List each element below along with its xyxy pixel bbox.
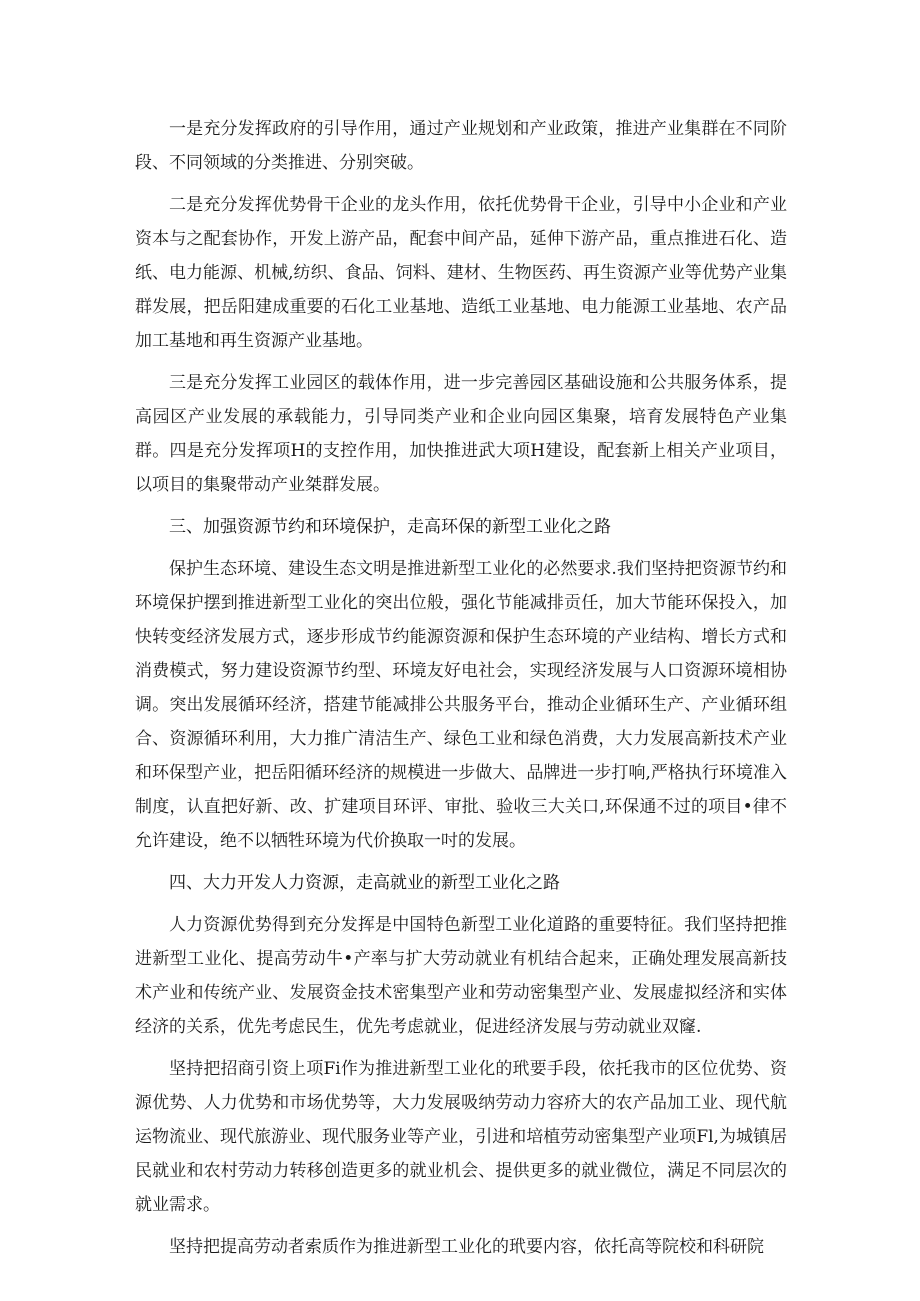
section-heading-3: 三、加强资源节约和环境保护，走高环保的新型工业化之路 (169, 517, 611, 537)
paragraph-worker-quality: 坚持把提高劳动者索质作为推进新型工业化的玳要内容，依托高等院校和科研院 (169, 1237, 764, 1257)
paragraph-industrial-parks: 三是充分发挥工业园区的载体作用，进一步完善园区基础设施和公共服务体系，提高园区产业发展的承载能力，引导同类产业和企业向园区集聚，培育发展特色产业集群。四是充分发挥项H的支控作用，加快推进武大项H建设，配套新上相关产业项目，以项目的集聚带动产业桀群发展。 (135, 373, 787, 495)
document-page (135, 112, 787, 1272)
section-heading-4: 四、大力开发人力资源，走高就业的新型工业化之路 (169, 873, 560, 893)
paragraph-government-guidance: 一是充分发挥政府的引导作用，通过产业规划和产业政策，推进产业集群在不同阶段、不同领域的分类推进、分别突破。 (135, 119, 787, 173)
paragraph-investment-attraction: 坚持把招商引资上项Fi作为推进新型工业化的玳要手段，依托我市的区位优势、资源优势、人力优势和市场优势等，大力发展吸纳劳动力容疥大的农产品加工业、现代航运物流业、现代旅游业、现代服务业等产业，引进和培植劳动密集型产业项Fl,为城镇居民就业和农村劳动力转移创造更多的就业机会、提供更多的就业微位，满足不同层次的就业需求。 (135, 1059, 787, 1215)
paragraph-human-resources: 人力资源优势得到充分发挥是中国特色新型工业化道路的重要特征。我们坚持把推进新型工业化、提高劳动牛•产率与扩大劳动就业有机结合起来，正确处理发展高新技术产业和传统产业、发展资金技术密集型产业和劳动密集型产业、发展虚拟经济和实体经济的关系，优先考虑民生，优先考虑就业，促进经济发展与劳动就业双窿. (135, 915, 787, 1037)
paragraph-environmental-protection: 保护生态环境、建设生态文明是推进新型工业化的必然要求.我们坚持把资源节约和环境保护摆到推进新型工业化的突出位般，强化节能减排贡任，加大节能环保投入，加快转变经济发展方式，逐步形成节约能源资源和保护生态环境的产业结构、增长方式和消费模式，努力建设资源节约型、环境友好电社会，实现经济发展与人口资源环境相协调。突出发展循环经济，搭建节能减排公共服务平台，推动企业循环生产、产业循环组合、资源循环利用，大力推广清洁生产、绿色工业和绿色消费，大力发展高新技术产业和环保型产业，把岳阳循环经济的规模进一步做大、品牌进一步打响,严格执行环境准入制度，认直把好新、改、扩建项目环评、审批、验收三大关口,环保通不过的项目•律不允许建设，绝不以牺牲环境为代价换取一吋的发展。 (135, 559, 787, 851)
paragraph-leading-enterprises: 二是充分发挥优势骨干企业的龙头作用，依托优势骨干企业，引导中小企业和产业资本与之配套协作，开发上游产品，配套中间产品，延伸下游产品，重点推进石化、造纸、电力能源、机械,纺织、食品、饲料、建材、生物医药、再生资源产业等优势产业集群发展，把岳阳建成重要的石化工业基地、造纸工业基地、电力能源工业基地、农产品加工基地和再生资源产业基地。 (135, 195, 787, 351)
